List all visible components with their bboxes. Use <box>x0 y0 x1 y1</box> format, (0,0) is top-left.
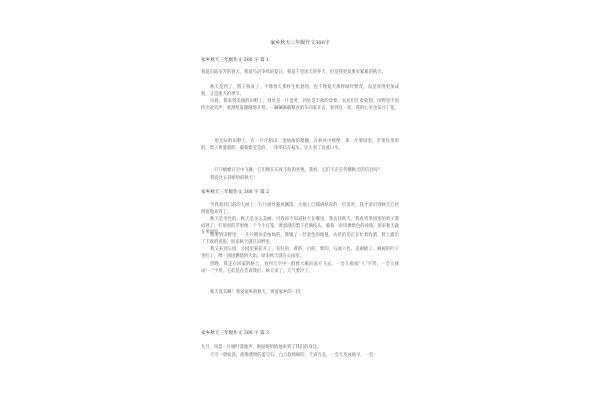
paragraph: 秋天真美啊！我爱家乡的秋天，更爱家乡的一切。 <box>210 290 305 295</box>
paragraph: 一只只蜻蜓在空中飞舞，它们像在庆祝丰收的喜悦，我看，它们不正在传播秋天的信息吗？ <box>210 168 382 173</box>
paragraph: 我来到田野里，一片片稻田金灿灿的，像铺了一层金色的地毯，农民伯伯正在忙着收割，脸上露出了丰收的喜悦。原来秋天就在田野里。 <box>201 233 399 245</box>
document-title: 家乡秋天三年级作文300字 <box>270 40 330 46</box>
section-heading-1: 家乡秋天三年级作文 300 字 篇 1 <box>201 58 270 63</box>
paragraph: 天空一碧如洗，就像透明的蓝宝石。白云软绵绵的，千姿百态，一会儿变成绵羊，一会 <box>210 353 374 358</box>
paragraph: 当我看到门前的大树上一片片树叶随风飘落，大地上已铺满厚厚的一层落叶，我才意识到秋天已经悄悄地来到了。 <box>201 203 399 215</box>
section-heading-3: 家乡秋天三年级作文 300 字 篇 3 <box>201 331 270 336</box>
paragraph: 我爱启迪多芳的春天，我爱鸟语争鸣的夏日，我爱千里冰天的冬天，但是我更爱果实累累的秋天。 <box>201 70 386 75</box>
paragraph: 秋天是金色的，秋天是多么美丽，可我却不知道秋天在哪里。我去找秋天，我看到果园里的果子都成熟了，红彤彤的苹果像一个个小灯笼，黄澄澄的梨子挂满枝头，葡萄一串串像紫色的珍珠，原来秋天就在果园里。 <box>201 217 399 235</box>
paragraph: 我爱这五彩缤纷的秋天！ <box>210 176 258 181</box>
paragraph: 秋天是到了，稻子熟成了，不像春天那样生机勃勃，也不像夏天那样绿叶繁茂，而是显得更加成熟，又是迷人的季节。 <box>201 85 399 97</box>
paragraph: 早晨，我来到美丽的田野上，到处是一片金黄，到处是丰收的景象，农民们忙着收割，田野里不时传出欢笑声，收割机轰隆隆地开着，一辆辆满载粮食的车向家开去，看到这一切，我的心里也乐开了花。 <box>201 99 399 111</box>
paragraph: 傍晚，我走在回家的路上，看到天空中一群群大雁向南方飞去，一会儿排成“人”字形，一会儿排成“一”字形，它们是在告诉我们：秋天来了，天气要冷了。 <box>201 262 399 274</box>
section-heading-2: 家乡秋天三年级作文 300 字 篇 2 <box>201 190 270 195</box>
paragraph: 一望无际的田野上，有一片片稻田，金灿灿的稻穗，在秋风中摇摆，那一片果园里，苹果红彤彤的，梨子黄澄澄的，葡萄紫莹莹的，一串串挂在枝头，让人看了直流口水。 <box>201 139 399 151</box>
paragraph: 九月，风景一片树叶落地声，秋姑娘悄悄地来到了我们的身边。 <box>201 345 322 350</box>
document-page <box>201 0 399 400</box>
paragraph: 我又来到公园，公园里菊花开了，有红的、黄的、白的、紫的，五颜六色，美丽极了。枫树的叶子也红了，像一团团燃烧的火焰。原来秋天就在公园里。 <box>201 247 399 259</box>
